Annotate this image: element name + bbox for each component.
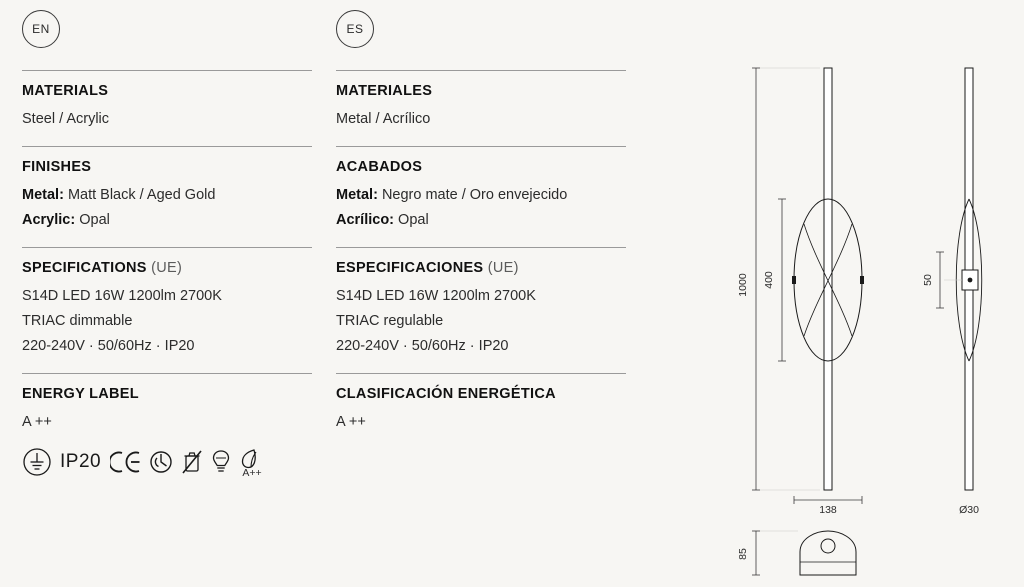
section-acabados (336, 146, 626, 233)
section-line (22, 334, 312, 359)
dimension-width-138 (794, 496, 862, 516)
language-badge-label: ES (346, 22, 364, 36)
section-materiales (336, 70, 626, 132)
section-energy-label (22, 373, 312, 479)
section-title (22, 159, 312, 175)
ce-mark-icon (110, 449, 142, 475)
section-line (22, 410, 312, 435)
section-title-text: FINISHES (22, 159, 92, 175)
section-line (336, 410, 626, 435)
energy-leaf-icon (238, 447, 268, 477)
section-line (22, 183, 312, 208)
section-title-text: ACABADOS (336, 159, 423, 175)
section-line-value: Matt Black / Aged Gold (67, 187, 216, 203)
section-line-value: Steel / Acrylic (22, 111, 110, 127)
section-line (336, 183, 626, 208)
dimension-label-width: 138 (819, 504, 837, 516)
section-especificaciones (336, 247, 626, 359)
energy-class-text: A++ (242, 467, 262, 477)
dimension-label-rod-diameter: Ø30 (959, 504, 979, 516)
dimension-rod-diameter (959, 504, 979, 516)
section-line-label: Metal: (22, 187, 64, 203)
language-badge-es[interactable] (336, 10, 374, 48)
section-line (22, 107, 312, 132)
certification-icon-row (22, 445, 312, 479)
section-title-text: MATERIALES (336, 83, 433, 99)
language-column-en (22, 10, 312, 479)
section-materials (22, 70, 312, 132)
section-line (22, 208, 312, 233)
section-title (336, 159, 626, 175)
base-detail-drawing (800, 531, 856, 575)
section-line-label: Acrílico: (336, 212, 395, 228)
section-line (336, 334, 626, 359)
ip-rating-label: IP20 (60, 451, 102, 472)
section-line-value: TRIAC dimmable (22, 313, 133, 329)
class-i-earth-icon (22, 447, 52, 477)
section-line (22, 309, 312, 334)
section-line-value: S14D LED 16W 1200lm 2700K (22, 288, 222, 304)
section-line-value: Negro mate / Oro envejecido (381, 187, 568, 203)
section-line (336, 107, 626, 132)
section-line (336, 208, 626, 233)
section-title (22, 386, 312, 402)
section-title-text: MATERIALS (22, 83, 109, 99)
section-specifications (22, 247, 312, 359)
section-line-value: A ++ (336, 414, 366, 430)
section-line-value: A ++ (22, 414, 52, 430)
section-line (336, 309, 626, 334)
dimension-base-85 (737, 531, 798, 575)
section-title-text: ENERGY LABEL (22, 386, 139, 402)
section-line-value: Metal / Acrílico (336, 111, 431, 127)
section-line-value: TRIAC regulable (336, 313, 444, 329)
section-title (336, 83, 626, 99)
section-line-value: S14D LED 16W 1200lm 2700K (336, 288, 536, 304)
section-line-label: Acrylic: (22, 212, 76, 228)
section-line-value: 220-240V · 50/60Hz · IP20 (336, 338, 509, 354)
section-finishes (22, 146, 312, 233)
section-line-value: Opal (398, 212, 429, 228)
section-title (22, 260, 312, 276)
dimension-label-height: 1000 (737, 273, 749, 297)
section-line (336, 284, 626, 309)
language-badge-en[interactable] (22, 10, 60, 48)
technical-drawings (700, 0, 1024, 587)
dimension-label-shade: 400 (763, 271, 775, 289)
section-title-suffix: (UE) (487, 260, 519, 276)
dimension-height-1000 (737, 68, 820, 490)
section-title-text: ESPECIFICACIONES (336, 260, 484, 276)
dimension-label-depth: 50 (922, 274, 934, 286)
front-view-drawing (792, 68, 864, 490)
recycle-icon (149, 449, 173, 475)
section-title-text: SPECIFICATIONS (22, 260, 147, 276)
language-column-es (336, 10, 626, 435)
language-badge-label: EN (32, 22, 50, 36)
no-bin-icon (180, 448, 204, 476)
section-title-suffix: (UE) (151, 260, 183, 276)
dimension-shade-400 (763, 199, 786, 361)
section-title-text: CLASIFICACIÓN ENERGÉTICA (336, 386, 556, 402)
dimension-depth-50 (922, 252, 962, 308)
section-line-value: 220-240V · 50/60Hz · IP20 (22, 338, 195, 354)
section-line-value: Opal (79, 212, 110, 228)
section-line (22, 284, 312, 309)
side-view-drawing (956, 68, 982, 490)
dimension-label-base: 85 (737, 548, 749, 560)
section-clasificacion-energetica (336, 373, 626, 435)
section-line-label: Metal: (336, 187, 378, 203)
section-title (336, 386, 626, 402)
section-title (22, 83, 312, 99)
section-title (336, 260, 626, 276)
bulb-icon (211, 448, 231, 476)
